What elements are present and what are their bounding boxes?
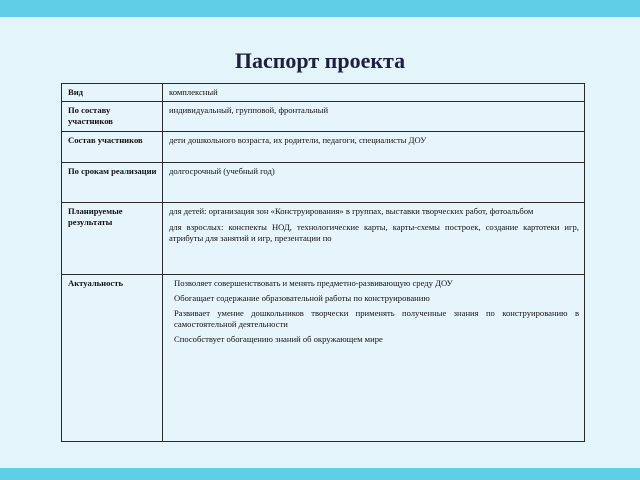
row-value bbox=[163, 275, 585, 442]
table-row-duration bbox=[62, 163, 585, 203]
project-passport-table bbox=[61, 83, 585, 442]
row-label: По составу участников bbox=[62, 102, 163, 132]
table-row-planned-results bbox=[62, 203, 585, 275]
relevance-item: Развивает умение дошкольников творчески применять полученные знания по конструированию в самостоятельной деятельности bbox=[174, 308, 579, 329]
row-value bbox=[163, 203, 585, 275]
row-value: долгосрочный (учебный год) bbox=[163, 163, 585, 203]
top-accent-bar bbox=[0, 0, 640, 17]
row-label: Вид bbox=[62, 84, 163, 102]
row-value: дети дошкольного возраста, их родители, педагоги, специалисты ДОУ bbox=[163, 132, 585, 163]
row-label: Планируемые результаты bbox=[62, 203, 163, 275]
slide-title: Паспорт проекта bbox=[234, 48, 406, 73]
results-paragraph: для детей: организация зон «Конструирования» в группах, выставки творческих работ, фотоальбом bbox=[169, 206, 534, 216]
table-row-relevance bbox=[62, 275, 585, 442]
relevance-item: Способствует обогащению знаний об окружающем мире bbox=[174, 334, 383, 344]
results-paragraph: для взрослых: конспекты НОД, технологические карты, карты-схемы построек, создание картотеки игр, атрибуты для занятий и игр, презентации по bbox=[169, 222, 579, 243]
row-value: комплексный bbox=[163, 84, 585, 102]
table-row-participants bbox=[62, 132, 585, 163]
row-label: Актуальность bbox=[62, 275, 163, 442]
row-value: индивидуальный, групповой, фронтальный bbox=[163, 102, 585, 132]
row-label: Состав участников bbox=[62, 132, 163, 163]
row-label: По срокам реализации bbox=[62, 163, 163, 203]
relevance-item: Позволяет совершенствовать и менять предметно-развивающую среду ДОУ bbox=[174, 278, 453, 288]
bottom-accent-bar bbox=[0, 468, 640, 480]
relevance-item: Обогащает содержание образовательной работы по конструированию bbox=[174, 293, 430, 303]
table-row-type bbox=[62, 84, 585, 102]
table-row-participants-composition bbox=[62, 102, 585, 132]
